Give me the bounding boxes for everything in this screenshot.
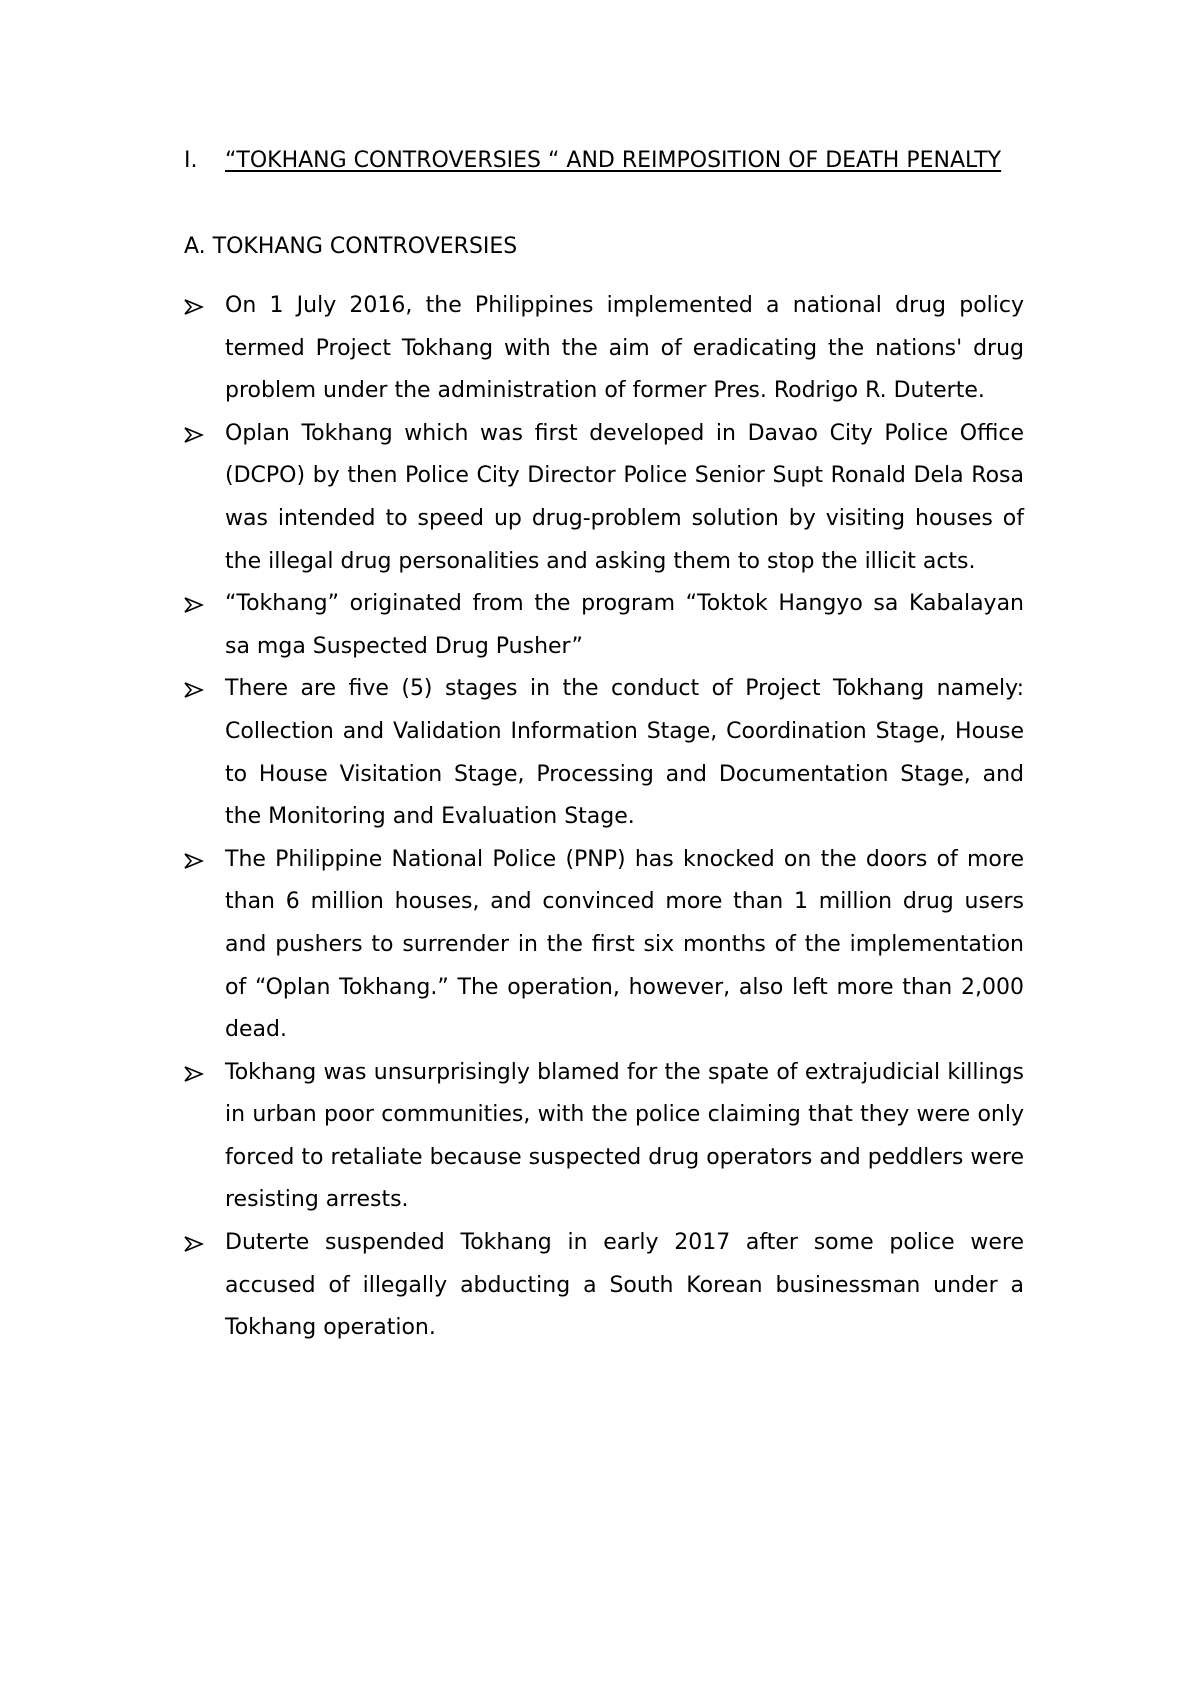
bullet-text: The Philippine National Police (PNP) has knocked on the doors of more than 6 million houses, and convinced more than 1 million drug users and pushers to surrender in the first six months of the implementation of “Oplan Tokhang.” The operation, however, also left more than 2,000 dead.: [225, 846, 1024, 1043]
bullet-item: [184, 413, 1024, 583]
arrowhead-bullet-icon: [184, 285, 214, 328]
arrowhead-bullet-icon: [184, 413, 214, 456]
arrowhead-bullet-icon: [184, 583, 214, 626]
arrowhead-bullet-icon: [184, 1222, 214, 1265]
arrowhead-bullet-icon: [184, 1052, 214, 1095]
bullet-item: [184, 1052, 1024, 1222]
bullet-list: [184, 285, 1024, 1350]
section-title: “TOKHANG CONTROVERSIES “ AND REIMPOSITION OF DEATH PENALTY: [225, 148, 1002, 173]
bullet-text: “Tokhang” originated from the program “Toktok Hangyo sa Kabalayan sa mga Suspected Drug Pusher”: [225, 591, 1024, 659]
section-number: I.: [184, 148, 198, 173]
arrowhead-bullet-icon: [184, 668, 214, 711]
arrowhead-bullet-icon: [184, 839, 214, 882]
bullet-item: [184, 1222, 1024, 1350]
subsection-title: A. TOKHANG CONTROVERSIES: [184, 234, 518, 259]
bullet-text: Oplan Tokhang which was first developed in Davao City Police Office (DCPO) by then Police City Director Police Senior Supt Ronald Dela Rosa was intended to speed up drug-problem solution by visiting houses of the illegal drug personalities and asking them to stop the illicit acts.: [225, 420, 1024, 574]
bullet-item: [184, 839, 1024, 1052]
bullet-text: Tokhang was unsurprisingly blamed for the spate of extrajudicial killings in urban poor communities, with the police claiming that they were only forced to retaliate because suspected drug operators and peddlers were resisting arrests.: [225, 1059, 1024, 1213]
bullet-item: [184, 285, 1024, 413]
bullet-item: [184, 583, 1024, 668]
bullet-text: There are five (5) stages in the conduct of Project Tokhang namely: Collection and Validation Information Stage, Coordination Stage, House to House Visitation Stage, Processing and Documentation Stage, and the Monitoring and Evaluation Stage.: [225, 676, 1024, 830]
bullet-item: [184, 668, 1024, 838]
bullet-text: Duterte suspended Tokhang in early 2017 after some police were accused of illegally abducting a South Korean businessman under a Tokhang operation.: [225, 1230, 1024, 1341]
bullet-text: On 1 July 2016, the Philippines implemented a national drug policy termed Project Tokhang with the aim of eradicating the nations' drug problem under the administration of former Pres. Rodrigo R. Duterte.: [225, 293, 1024, 404]
section-heading: [184, 146, 1024, 176]
